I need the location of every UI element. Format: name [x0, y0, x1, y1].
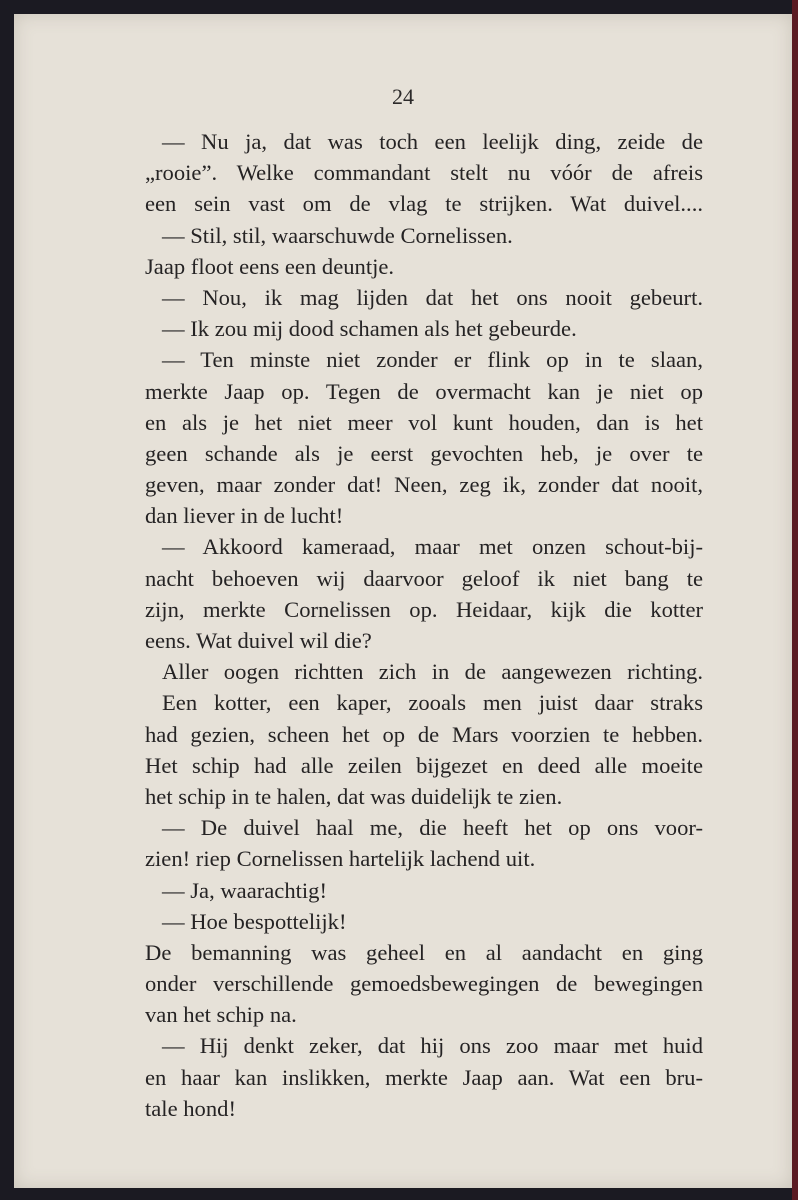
body-text	[145, 126, 703, 1124]
page-number: 24	[392, 84, 414, 109]
text-line: onder verschillende gemoedsbewegingen de bewegingen	[145, 971, 703, 997]
text-line: — Nu ja, dat was toch een leelijk ding, zeide de	[162, 129, 703, 154]
text-line: — Ik zou mij dood schamen als het gebeurde.	[162, 316, 577, 342]
text-line: nacht behoeven wij daarvoor geloof ik niet bang te	[145, 565, 703, 591]
paper-page	[14, 14, 792, 1188]
text-line: tale hond!	[145, 1095, 236, 1121]
text-line: dan liever in de lucht!	[145, 503, 344, 529]
text-line: een sein vast om de vlag te strijken. Wat duivel....	[145, 191, 703, 217]
text-line: geen schande als je eerst gevochten heb, je over te	[145, 440, 703, 466]
text-line: — Akkoord kameraad, maar met onzen schout-bij-	[162, 534, 703, 560]
book-cover-edge	[792, 0, 798, 1200]
text-line: van het schip na.	[145, 1002, 297, 1028]
text-line: — Stil, stil, waarschuwde Cornelissen.	[162, 222, 513, 248]
text-line: en haar kan inslikken, merkte Jaap aan. Wat een bru-	[145, 1064, 703, 1090]
text-line: had gezien, scheen het op de Mars voorzien te hebben.	[145, 721, 703, 747]
text-line: zien! riep Cornelissen hartelijk lachend uit.	[145, 846, 536, 872]
text-line: Jaap floot eens een deuntje.	[145, 253, 395, 279]
text-line: eens. Wat duivel wil die?	[145, 628, 372, 653]
text-line: — Ten minste niet zonder er flink op in te slaan,	[162, 347, 703, 373]
text-line: — De duivel haal me, die heeft het op ons voor-	[162, 815, 703, 841]
text-line: De bemanning was geheel en al aandacht en ging	[145, 939, 703, 965]
text-line: en als je het niet meer vol kunt houden, dan is het	[145, 409, 703, 435]
text-line: zijn, merkte Cornelissen op. Heidaar, kijk die kotter	[145, 596, 703, 622]
text-line: „rooie”. Welke commandant stelt nu vóór de afreis	[145, 160, 703, 186]
text-line: — Ja, waarachtig!	[162, 877, 327, 903]
text-line: geven, maar zonder dat! Neen, zeg ik, zonder dat nooit,	[145, 472, 703, 498]
text-line: — Hoe bespottelijk!	[162, 908, 347, 934]
text-line: Een kotter, een kaper, zooals men juist daar straks	[162, 690, 703, 716]
text-line: — Nou, ik mag lijden dat het ons nooit gebeurt.	[162, 284, 703, 310]
text-line: merkte Jaap op. Tegen de overmacht kan je niet op	[145, 378, 703, 404]
text-line: Aller oogen richtten zich in de aangewezen richting.	[162, 659, 703, 685]
text-line: — Hij denkt zeker, dat hij ons zoo maar met huid	[162, 1033, 703, 1059]
text-line: Het schip had alle zeilen bijgezet en deed alle moeite	[145, 752, 703, 778]
text-line: het schip in te halen, dat was duidelijk te zien.	[145, 783, 563, 809]
